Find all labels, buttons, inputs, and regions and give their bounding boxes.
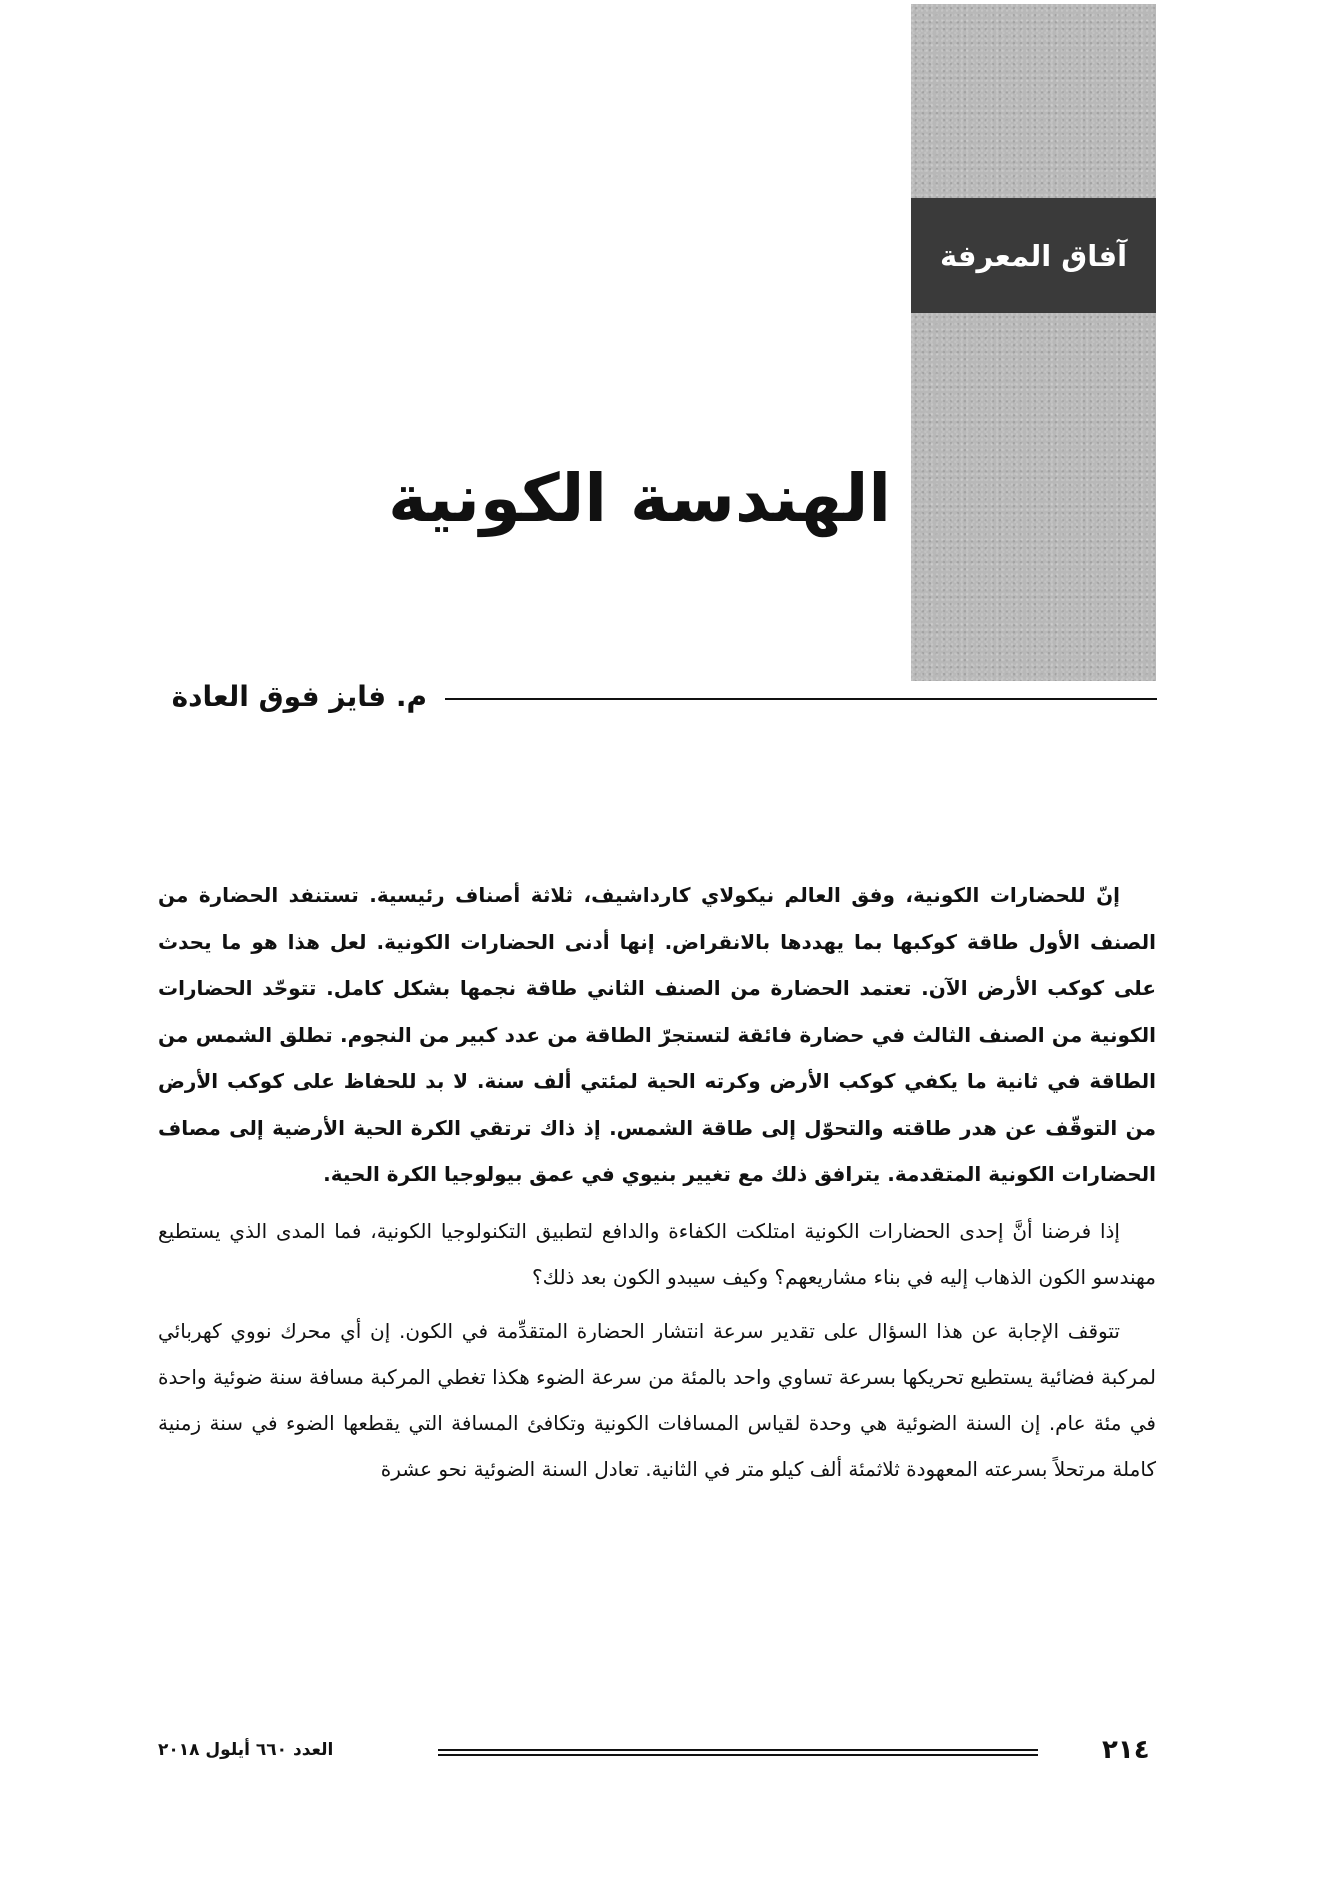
author-divider-line bbox=[445, 698, 1157, 700]
paragraph: تتوقف الإجابة عن هذا السؤال على تقدير سرعة انتشار الحضارة المتقدِّمة في الكون. إن أي محرك نووي كهربائي لمركبة فضائية يستطيع تحريكها بسرعة تساوي واحد بالمئة من سرعة الضوء هكذا تغطي المركبة مسافة سنة ضوئية واحدة في مئة عام. إن السنة الضوئية هي وحدة لقياس المسافات الكونية وتكافئ المسافة التي يقطعها الضوء في سنة زمنية كاملة مرتحلاً بسرعته المعهودة ثلاثمئة ألف كيلو متر في الثانية. تعادل السنة الضوئية نحو عشرة bbox=[158, 1318, 1156, 1481]
decorative-grey-panel-bottom bbox=[911, 313, 1156, 681]
article-body bbox=[158, 872, 1156, 1500]
paragraph-lead: إنّ للحضارات الكونية، وفق العالم نيكولاي كارداشيف، ثلاثة أصناف رئيسية. تستنفد الحضارة من الصنف الأول طاقة كوكبها بما يهددها بالانقراض. إنها أدنى الحضارات الكونية. لعل هذا هو ما يحدث على كوكب الأرض الآن. تعتمد الحضارة من الصنف الثاني طاقة نجمها بشكل كامل. تتوحّد الحضارات الكونية من الصنف الثالث في حضارة فائقة لتستجرّ الطاقة من عدد كبير من النجوم. تطلق الشمس من الطاقة في ثانية ما يكفي كوكب الأرض وكرته الحية لمئتي ألف سنة. لا بد للحفاظ على كوكب الأرض من التوقّف عن هدر طاقته والتحوّل إلى طاقة الشمس. إذ ذاك ترتقي الكرة الحية الأرضية إلى مصاف الحضارات الكونية المتقدمة. يترافق ذلك مع تغيير بنيوي في عمق بيولوجيا الكرة الحية. bbox=[158, 883, 1156, 1186]
author-name: م. فايز فوق العادة bbox=[150, 680, 427, 713]
article-title: الهندسة الكونية bbox=[388, 460, 891, 537]
decorative-grey-panel-top bbox=[911, 4, 1156, 198]
page-number: ٢١٤ bbox=[1102, 1735, 1150, 1765]
section-label: آفاق المعرفة bbox=[911, 198, 1156, 313]
issue-info: العدد ٦٦٠ أيلول ٢٠١٨ bbox=[158, 1740, 334, 1760]
footer-double-rule bbox=[438, 1749, 1038, 1759]
paragraph: إذا فرضنا أنَّ إحدى الحضارات الكونية امتلكت الكفاءة والدافع لتطبيق التكنولوجيا الكونية، فما المدى الذي يستطيع مهندسو الكون الذهاب إليه في بناء مشاريعهم؟ وكيف سيبدو الكون بعد ذلك؟ bbox=[158, 1218, 1156, 1289]
